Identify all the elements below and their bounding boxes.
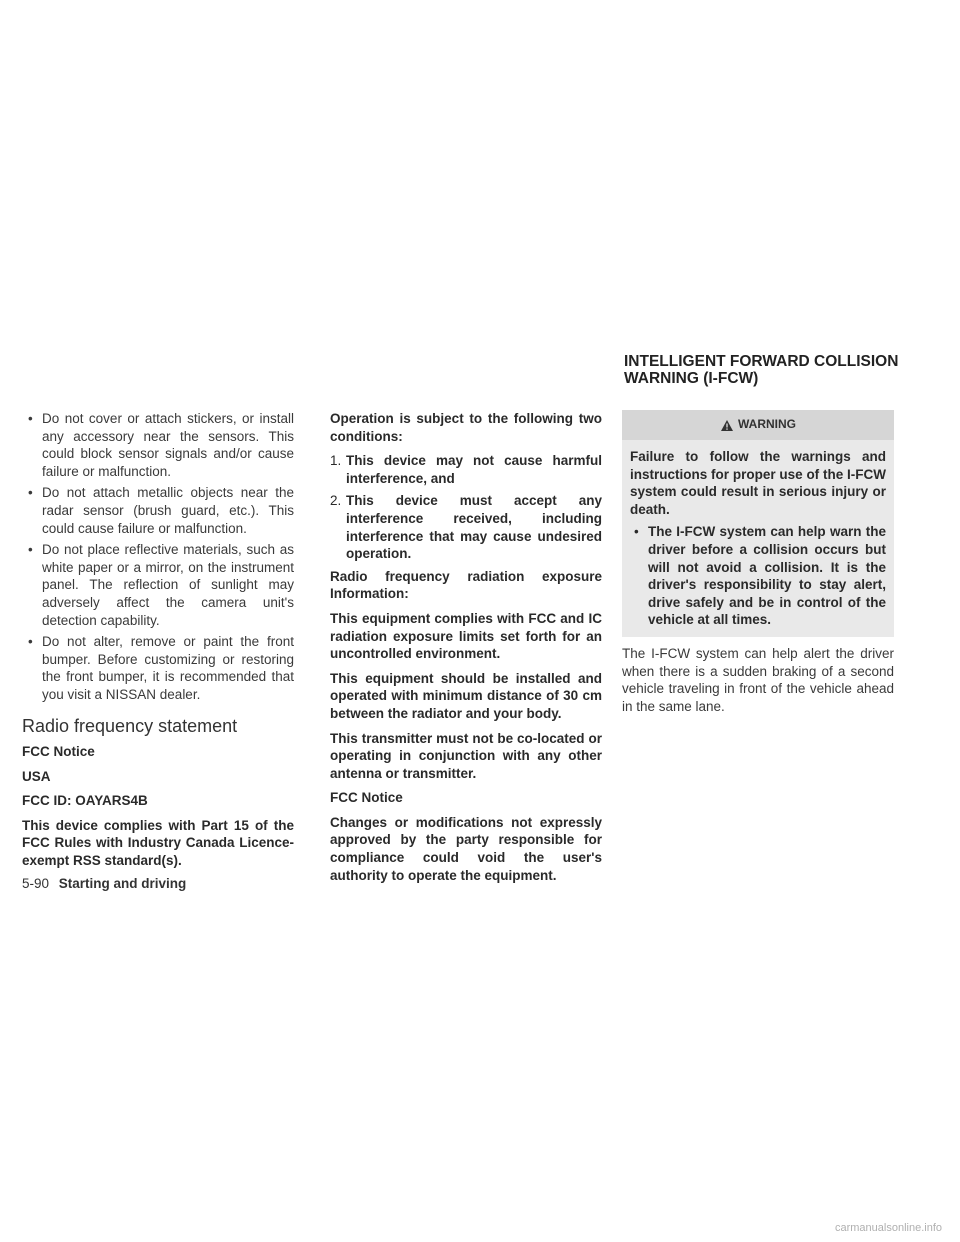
fcc-notice-label: FCC Notice	[330, 790, 403, 806]
section-title: INTELLIGENT FORWARD COLLISION WARNING (I-FCW)	[624, 353, 899, 387]
compliance-statement: This device complies with Part 15 of the FCC Rules with Industry Canada Licence-exempt RSS standard(s).	[22, 817, 294, 869]
warning-body	[622, 448, 894, 629]
column-middle	[330, 410, 602, 891]
chapter-name: Starting and driving	[58, 876, 187, 891]
condition-2	[330, 492, 602, 562]
page-footer	[22, 876, 186, 891]
sensor-precautions-list	[22, 410, 294, 704]
warning-bullet: • The I-FCW system can help warn the driver before a collision occurs but will not avoid a collision. It is the driver's responsibility to stay alert, drive safely and be in control of the vehicle at all times.	[630, 523, 886, 629]
co-location-text: This transmitter must not be co-located or operating in conjunction with any other antenna or transmitter.	[330, 730, 602, 781]
condition-1	[330, 452, 602, 487]
list-item: • Do not place reflective materials, such as white paper or a mirror, on the instrument panel. The reflection of sunlight may adversely affect the camera unit's detection capability.	[22, 541, 294, 629]
column-right	[622, 410, 894, 715]
usa-label: USA	[22, 768, 51, 784]
page-number: 5-90	[22, 876, 50, 891]
operation-conditions: Operation is subject to the following two conditions:	[330, 411, 602, 444]
ifcw-description: The I-FCW system can help alert the driver when there is a sudden braking of a second vehicle traveling in front of the vehicle ahead in the same lane.	[622, 645, 894, 714]
fcc-id: FCC ID: OAYARS4B	[22, 793, 148, 809]
list-item: • Do not cover or attach stickers, or install any accessory near the sensors. This could block sensor signals and/or cause failure or malfunction.	[22, 410, 294, 480]
warning-text: Failure to follow the warnings and instructions for proper use of the I-FCW system could result in serious injury or death.	[630, 449, 886, 517]
watermark: carmanualsonline.info	[834, 1222, 942, 1234]
list-item: • Do not alter, remove or paint the front bumper. Before customizing or restoring the front bumper, it is recommended that you visit a NISSAN dealer.	[22, 633, 294, 703]
list-item: • Do not attach metallic objects near the radar sensor (brush guard, etc.). This could cause failure or malfunction.	[22, 484, 294, 537]
condition-text: This device may not cause harmful interference, and	[346, 453, 602, 486]
rf-limits-text: This equipment complies with FCC and IC radiation exposure limits set forth for an uncontrolled environment.	[330, 610, 602, 662]
condition-number: 2.	[330, 493, 342, 509]
column-left	[22, 410, 294, 877]
condition-text: This device must accept any interference received, including interference that may cause undesired operation.	[346, 493, 602, 562]
modifications-text: Changes or modifications not expressly approved by the party responsible for compliance could void the user's authority to operate the equipment.	[330, 814, 602, 883]
warning-label: WARNING	[738, 417, 796, 432]
rf-exposure-heading: Radio frequency radiation exposure Information:	[330, 568, 602, 602]
installation-text: This equipment should be installed and operated with minimum distance of 30 cm between the radiator and your body.	[330, 670, 602, 721]
warning-box	[622, 410, 894, 637]
radio-frequency-heading: Radio frequency statement	[22, 715, 238, 736]
warning-triangle-icon	[720, 419, 734, 432]
fcc-notice-label: FCC Notice	[22, 744, 95, 760]
warning-header	[622, 410, 894, 440]
condition-number: 1.	[330, 453, 342, 469]
